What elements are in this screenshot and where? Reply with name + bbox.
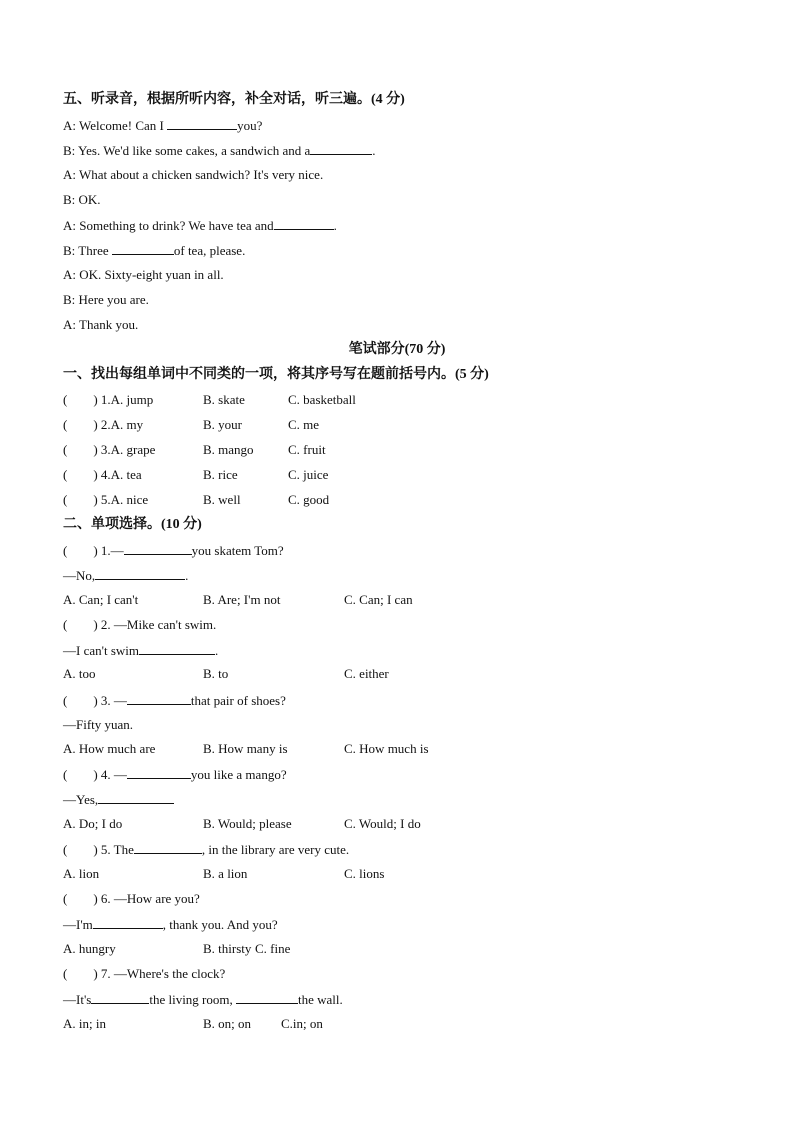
question-options: A. Do; I do B. Would; please C. Would; I do [63,816,421,831]
question-stem: ( ) 7. —Where's the clock? [63,966,226,981]
listening-heading: 五、听录音，根据所听内容，补全对话，听三遍。(4 分) [63,92,405,107]
question-stem: ( ) 4. — you like a mango? [63,767,287,782]
answer-blank[interactable] [274,217,334,230]
question-stem: ( ) 1.— you skatem Tom? [63,543,284,558]
question-stem: ( ) 3. — that pair of shoes? [63,693,286,708]
answer-blank[interactable] [127,766,191,779]
question-stem: ( ) 6. —How are you? [63,891,200,906]
question-options: A. hungry B. thirsty C. fine [63,941,291,956]
question-response: —I can't swim . [63,643,219,658]
answer-blank[interactable] [139,642,215,655]
question-response: —No, . [63,568,189,583]
dialogue-line: B: OK. [63,192,101,207]
question-options: A. too B. to C. either [63,666,389,681]
section1-heading: 一、找出每组单词中不同类的一项，将其序号写在题前括号内。(5 分) [63,367,489,382]
dialogue-line: B: Yes. We'd like some cakes, a sandwich and a . [63,143,376,158]
question-options: A. in; in B. on; on C.in; on [63,1016,323,1031]
answer-blank[interactable] [127,692,191,705]
question-response: —It's the living room, the wall. [63,992,343,1007]
question-response: —I'm , thank you. And you? [63,917,278,932]
answer-blank[interactable] [124,542,192,555]
section1-item: ( ) 4.A. tea B. rice C. juice [63,467,329,482]
answer-blank[interactable] [310,142,372,155]
question-options: A. Can; I can't B. Are; I'm not C. Can; I can [63,592,413,607]
section2-heading: 二、单项选择。(10 分) [63,517,202,532]
answer-blank[interactable] [134,841,202,854]
question-stem: ( ) 2. —Mike can't swim. [63,617,217,632]
written-part-title: 笔试部分(70 分) [348,342,446,357]
answer-blank[interactable] [98,791,174,804]
answer-blank[interactable] [167,117,237,130]
question-options: A. lion B. a lion C. lions [63,866,385,881]
dialogue-line: A: Thank you. [63,317,139,332]
question-response: —Yes, [63,791,174,808]
section1-item: ( ) 1.A. jump B. skate C. basketball [63,392,356,407]
section1-item: ( ) 3.A. grape B. mango C. fruit [63,442,326,457]
section1-item: ( ) 2.A. my B. your C. me [63,417,320,432]
answer-blank[interactable] [91,991,149,1004]
question-response: —Fifty yuan. [63,717,134,732]
answer-blank[interactable] [95,567,185,580]
dialogue-line: B: Here you are. [63,292,149,307]
dialogue-line: A: What about a chicken sandwich? It's very nice. [63,167,324,182]
section1-item: ( ) 5.A. nice B. well C. good [63,492,330,507]
dialogue-line: B: Three of tea, please. [63,243,246,258]
dialogue-line: A: Something to drink? We have tea and . [63,218,337,233]
answer-blank[interactable] [236,991,298,1004]
answer-blank[interactable] [93,916,163,929]
answer-blank[interactable] [112,242,174,255]
question-stem: ( ) 5. The , in the library are very cute. [63,842,350,857]
dialogue-line: A: OK. Sixty-eight yuan in all. [63,267,224,282]
option-c: C. fine [255,941,291,956]
question-options: A. How much are B. How many is C. How much is [63,741,429,756]
dialogue-line: A: Welcome! Can I you? [63,118,263,133]
